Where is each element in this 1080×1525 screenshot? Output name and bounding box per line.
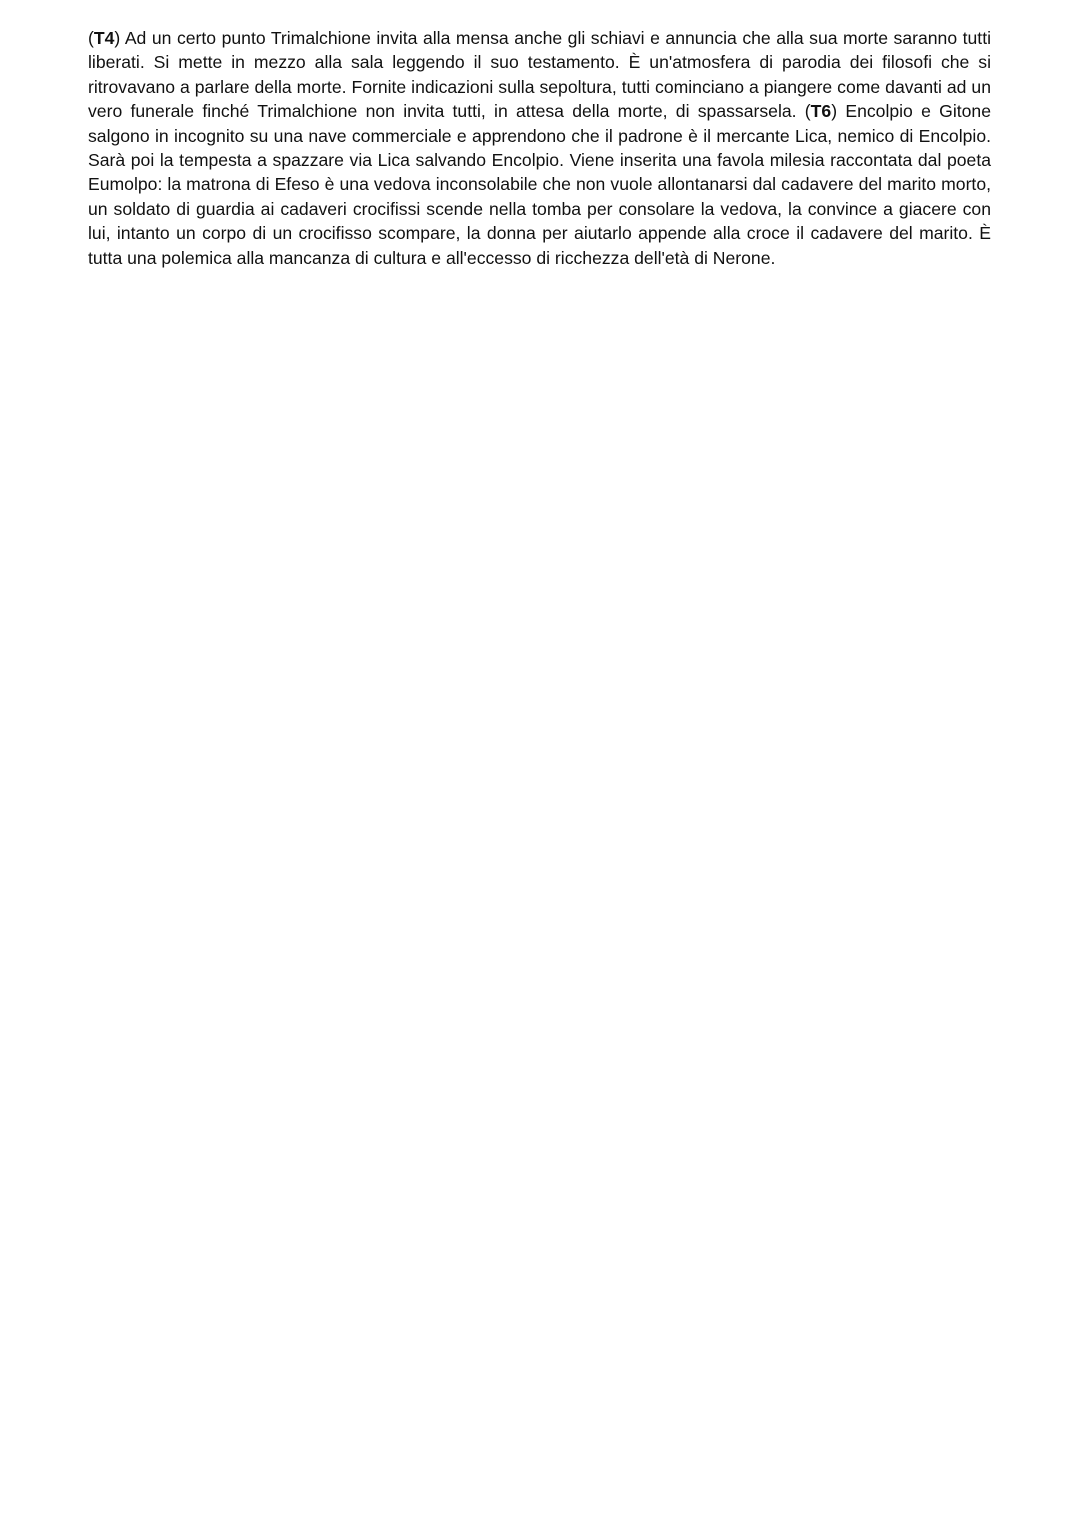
section-tag-t6: T6 bbox=[810, 101, 832, 122]
body-paragraph bbox=[88, 26, 991, 270]
paragraph-text-part-1: ) Ad un certo punto Trimalchione invita alla mensa anche gli schiavi e annuncia che alla sua morte saranno tutti liberati. Si mette in mezzo alla sala leggendo il suo testamento. È un'atmosfera di parodia dei filosofi che si ritrovavano a parlare della morte. Fornite indicazioni sulla sepoltura, tutti cominciano a piangere come davanti ad un vero funerale finché Trimalchione non invita tutti, in attesa della morte, di spassarsela. ( bbox=[88, 28, 991, 122]
section-tag-t4: T4 bbox=[93, 28, 115, 48]
paragraph-text-part-2: ) Encolpio e Gitone salgono in incognito su una nave commerciale e apprendono che il padrone è il mercante Lica, nemico di Encolpio. Sarà poi la tempesta a spazzare via Lica salvando Encolpio. Viene inserita una favola milesia raccontata dal poeta Eumolpo: la matrona di Efeso è una vedova inconsolabile che non vuole allontanarsi dal cadavere del marito morto, un soldato di guardia ai cadaveri crocifissi scende nella tomba per consolare la vedova, la convince a giacere con lui, intanto un corpo di un crocifisso scompare, la donna per aiutarlo appende alla croce il cadavere del marito. È tutta una polemica alla mancanza di cultura e all'eccesso di ricchezza dell'età di Nerone. bbox=[88, 101, 991, 268]
paragraph-open-paren: ( bbox=[88, 28, 94, 48]
